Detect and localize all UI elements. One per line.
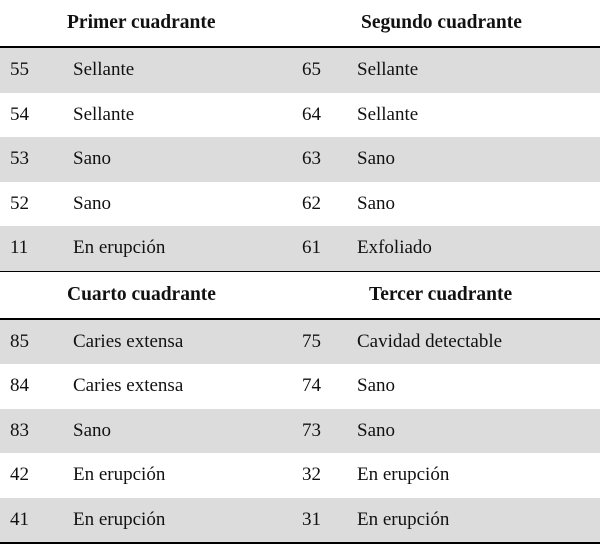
tooth-state: Caries extensa xyxy=(73,375,184,396)
tooth-state: Sano xyxy=(357,148,395,169)
tooth-state: Sellante xyxy=(357,59,419,80)
section2-header xyxy=(0,271,600,320)
tercer-cuadrante-header: Tercer cuadrante xyxy=(369,283,513,305)
table-row xyxy=(0,409,600,454)
tooth-number: 83 xyxy=(10,419,29,441)
tooth-number: 63 xyxy=(302,148,321,169)
tooth-state: Sano xyxy=(357,375,395,396)
tooth-number: 75 xyxy=(302,330,321,352)
tooth-number: 42 xyxy=(10,464,29,485)
cuarto-cuadrante-header: Cuarto cuadrante xyxy=(67,283,216,305)
tooth-number: 61 xyxy=(302,237,321,258)
tooth-number: 11 xyxy=(10,237,29,258)
tooth-number: 55 xyxy=(10,59,29,80)
tooth-state: Sano xyxy=(73,192,111,214)
tooth-state: En erupción xyxy=(357,464,450,485)
tooth-number: 74 xyxy=(302,375,321,396)
tooth-state: Sano xyxy=(73,419,111,441)
tooth-state: Sano xyxy=(357,192,395,214)
table-row xyxy=(0,320,600,365)
table-row xyxy=(0,226,600,271)
section1-header xyxy=(0,0,600,48)
table-row xyxy=(0,48,600,93)
table-row xyxy=(0,93,600,138)
tooth-state: En erupción xyxy=(357,508,450,530)
tooth-number: 62 xyxy=(302,192,321,214)
tooth-state: Sellante xyxy=(73,59,135,80)
tooth-state: Sano xyxy=(73,148,111,169)
tooth-state: Caries extensa xyxy=(73,330,184,352)
tooth-number: 32 xyxy=(302,464,321,485)
tooth-state: En erupción xyxy=(73,464,166,485)
tooth-number: 54 xyxy=(10,103,29,125)
tooth-state: Sano xyxy=(357,419,395,441)
tooth-state: Exfoliado xyxy=(357,237,432,258)
tooth-number: 84 xyxy=(10,375,29,396)
tooth-state: Sellante xyxy=(357,103,419,125)
tooth-number: 53 xyxy=(10,148,29,169)
table-row xyxy=(0,182,600,227)
tooth-state: Sellante xyxy=(73,103,135,125)
tooth-state: Cavidad detectable xyxy=(357,330,503,352)
tooth-number: 64 xyxy=(302,103,321,125)
table-row xyxy=(0,137,600,182)
tooth-number: 41 xyxy=(10,508,29,530)
table-row xyxy=(0,498,600,543)
tooth-state: En erupción xyxy=(73,237,166,258)
table-row xyxy=(0,364,600,409)
tooth-number: 31 xyxy=(302,508,321,530)
tooth-number: 73 xyxy=(302,419,321,441)
primer-cuadrante-header: Primer cuadrante xyxy=(67,12,216,33)
segundo-cuadrante-header: Segundo cuadrante xyxy=(361,12,522,33)
tooth-state: En erupción xyxy=(73,508,166,530)
table-row xyxy=(0,453,600,498)
tooth-number: 85 xyxy=(10,330,29,352)
tooth-number: 52 xyxy=(10,192,29,214)
tooth-number: 65 xyxy=(302,59,321,80)
